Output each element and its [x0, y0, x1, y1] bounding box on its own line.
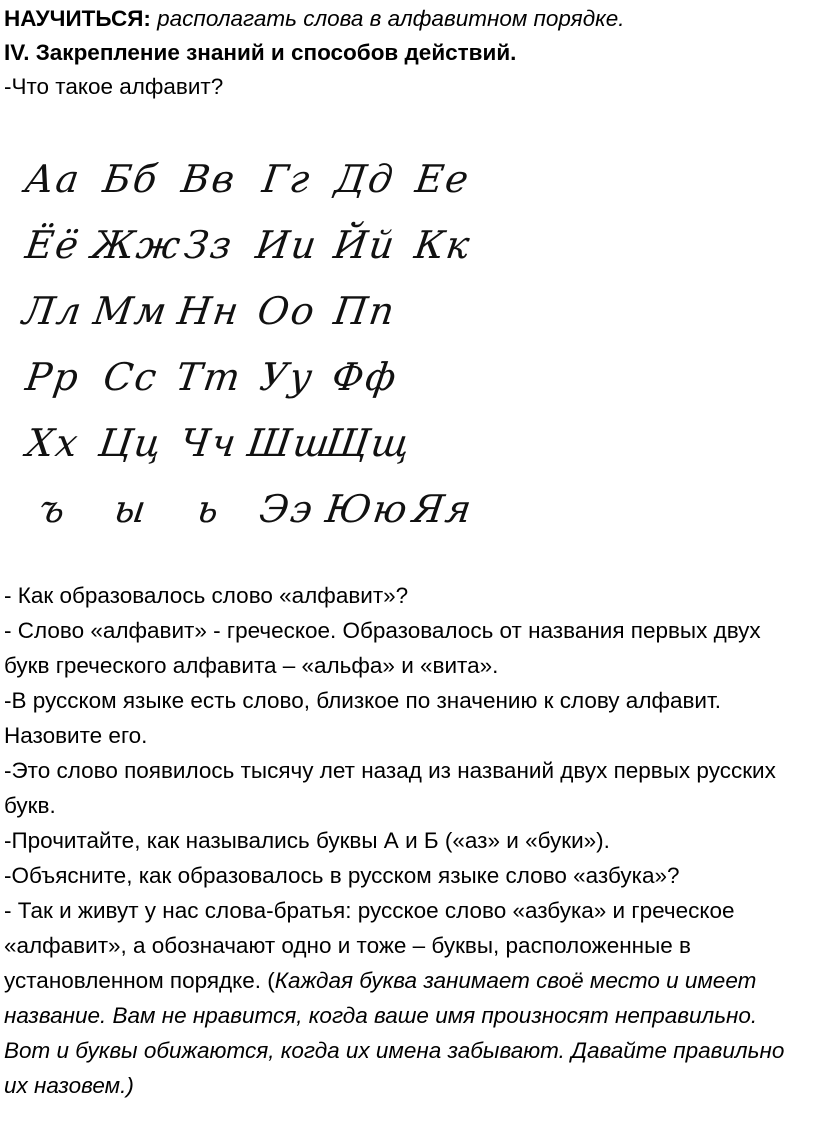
alphabet-letter: Оо: [254, 289, 320, 333]
alphabet-letter: ъ: [36, 487, 70, 531]
text-paragraph: [4, 893, 804, 1103]
alphabet-letter: Сс: [100, 355, 162, 399]
alphabet-letter: Фф: [329, 355, 401, 399]
alphabet-letter: Зз: [181, 223, 237, 267]
text-paragraph: -В русском языке есть слово, близкое по значению к слову алфавит. Назовите его.: [4, 688, 722, 748]
alphabet-letter: Нн: [174, 289, 244, 333]
alphabet-letter: Ёё: [22, 223, 84, 267]
alphabet-row: [14, 212, 534, 278]
alphabet-letter: Тт: [173, 355, 245, 399]
alphabet-letter: Цц: [96, 421, 166, 465]
alphabet-letter: Вв: [178, 157, 240, 201]
alphabet-row: [14, 146, 534, 212]
goal-label: НАУЧИТЬСЯ:: [4, 6, 151, 31]
alphabet-letter: Пп: [331, 289, 399, 333]
text-paragraph: - Слово «алфавит» - греческое. Образовалось от названия первых двух букв греческого алфавита – «альфа» и «вита».: [4, 618, 761, 678]
alphabet-row: [14, 278, 534, 344]
goal-text: располагать слова в алфавитном порядке.: [157, 6, 625, 31]
alphabet-letter: Ее: [412, 157, 474, 201]
alphabet-letter: Гг: [259, 157, 315, 201]
alphabet-row: [14, 344, 534, 410]
lesson-text: [4, 578, 808, 1103]
alphabet-letter: Рр: [22, 355, 84, 399]
text-paragraph: -Объясните, как образовалось в русском языке слово «азбука»?: [4, 863, 680, 888]
alphabet-letter: Ээ: [256, 487, 318, 531]
text-paragraph: -Это слово появилось тысячу лет назад из названий двух первых русских букв.: [4, 758, 776, 818]
alphabet-letter: Хх: [23, 421, 83, 465]
question-intro: -Что такое алфавит?: [4, 74, 224, 99]
section-heading: IV. Закрепление знаний и способов действий.: [4, 40, 517, 65]
alphabet-row: [14, 476, 534, 542]
alphabet-letter: ь: [194, 487, 224, 531]
alphabet-letter: Йй: [331, 223, 399, 267]
alphabet-letter: Шш: [244, 421, 335, 465]
goal-line: [4, 2, 808, 36]
alphabet-letter: ы: [111, 487, 151, 531]
cursive-alphabet-image: [14, 146, 534, 566]
alphabet-letter: Чч: [177, 421, 241, 465]
alphabet-letter: Ии: [253, 223, 321, 267]
alphabet-letter: Щщ: [322, 421, 415, 465]
alphabet-letter: Дд: [332, 157, 398, 201]
alphabet-row: [14, 410, 534, 476]
text-plain: - Так и живут у нас слова-братья: русское слово «азбука» и греческое «алфавит», а обозначают одно и тоже – буквы, расположенные в установленном порядке. (: [4, 898, 735, 993]
alphabet-letter: Кк: [411, 223, 475, 267]
alphabet-letter: Бб: [100, 157, 162, 201]
text-paragraph: - Как образовалось слово «алфавит»?: [4, 583, 409, 608]
alphabet-letter: Жж: [88, 223, 185, 267]
alphabet-letter: Уу: [257, 355, 317, 399]
alphabet-letter: Яя: [409, 487, 477, 531]
alphabet-letter: Мм: [90, 289, 172, 333]
text-italic: Каждая буква занимает своё место и имеет название. Вам не нравится, когда ваше имя произносят неправильно. Вот и буквы обижаются, когда их имена забывают. Давайте правильно их назовем.): [4, 968, 785, 1098]
alphabet-letter: Лл: [19, 289, 87, 333]
alphabet-letter: Юю: [322, 487, 412, 531]
text-paragraph: -Прочитайте, как назывались буквы А и Б («аз» и «буки»).: [4, 828, 610, 853]
alphabet-letter: Аа: [22, 157, 84, 201]
